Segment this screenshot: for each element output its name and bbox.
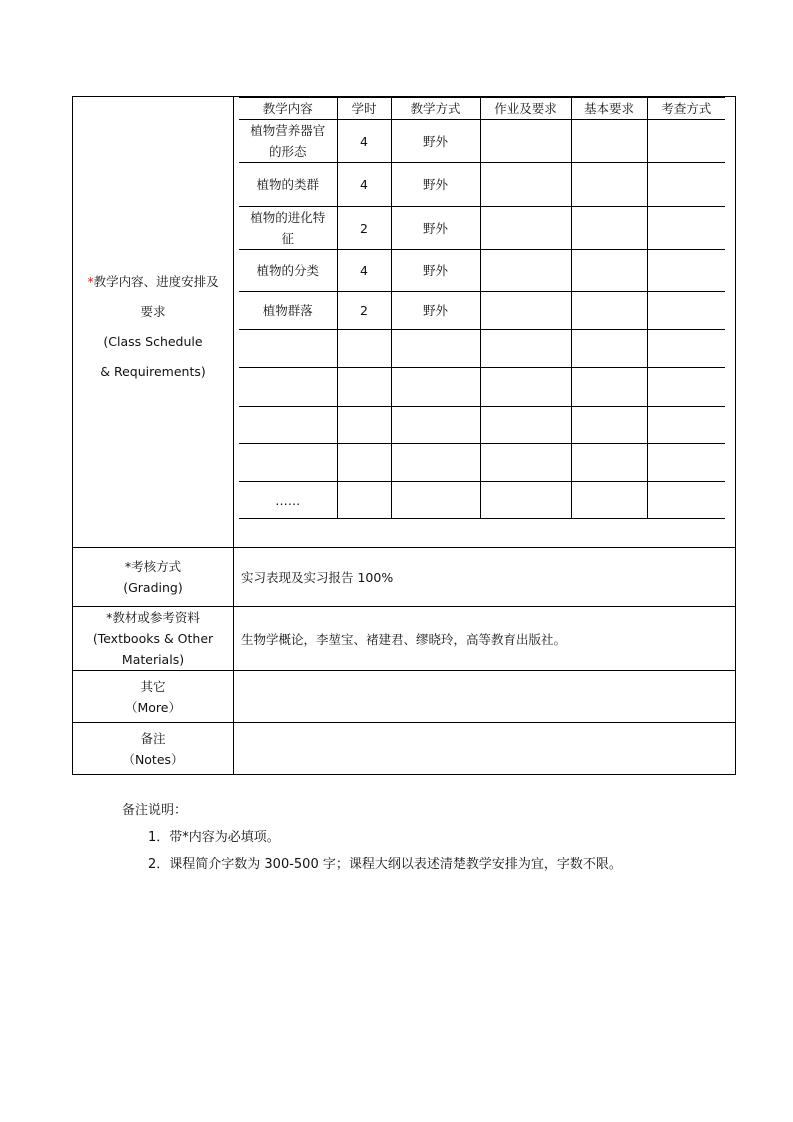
more-label bbox=[73, 671, 234, 723]
textbooks-value: 生物学概论，李堃宝、褚建君、缪晓玲，高等教育出版社。 bbox=[234, 607, 736, 671]
schedule-cell-content: …… bbox=[239, 482, 337, 519]
schedule-cell-hours: 4 bbox=[337, 250, 391, 292]
syllabus-table bbox=[72, 96, 736, 775]
schedule-cell-method bbox=[391, 330, 480, 368]
schedule-cell-method bbox=[391, 368, 480, 407]
more-label-line2: （More） bbox=[125, 699, 181, 715]
grading-label bbox=[73, 548, 234, 607]
schedule-label-line2: 要求 bbox=[140, 303, 166, 319]
schedule-cell-homework bbox=[480, 250, 571, 292]
notes-item-2: 2．课程简介字数为 300-500 字；课程大纲以表述清楚教学安排为宜，字数不限。 bbox=[148, 857, 622, 872]
schedule-row-item bbox=[239, 250, 725, 292]
schedule-cell-content: 植物的分类 bbox=[239, 250, 337, 292]
remarks-label-line2: （Notes） bbox=[122, 751, 184, 767]
schedule-cell-homework bbox=[480, 482, 571, 519]
notes-section bbox=[122, 797, 622, 878]
textbooks-label-line2: (Textbooks & Other bbox=[92, 631, 214, 646]
schedule-header-cell: 学时 bbox=[337, 98, 391, 120]
schedule-cell-assess bbox=[647, 330, 725, 368]
more-label-line1: 其它 bbox=[140, 678, 166, 694]
schedule-cell-homework bbox=[480, 407, 571, 444]
schedule-cell-homework bbox=[480, 292, 571, 330]
schedule-cell-hours bbox=[337, 482, 391, 519]
schedule-cell-basic bbox=[571, 407, 647, 444]
schedule-cell-assess bbox=[647, 444, 725, 482]
schedule-row-item bbox=[239, 292, 725, 330]
schedule-cell-content: 植物群落 bbox=[239, 292, 337, 330]
schedule-cell-content bbox=[239, 444, 337, 482]
schedule-row-item bbox=[239, 407, 725, 444]
schedule-cell-content: 植物营养器官的形态 bbox=[239, 120, 337, 163]
remarks-value bbox=[234, 723, 736, 775]
schedule-cell-basic bbox=[571, 207, 647, 250]
schedule-cell-homework bbox=[480, 207, 571, 250]
textbooks-row bbox=[73, 607, 736, 671]
schedule-cell-hours bbox=[337, 444, 391, 482]
schedule-row-item bbox=[239, 207, 725, 250]
schedule-cell-method bbox=[391, 444, 480, 482]
schedule-label bbox=[73, 97, 234, 548]
schedule-cell-hours: 4 bbox=[337, 120, 391, 163]
schedule-cell-content: 植物的类群 bbox=[239, 163, 337, 207]
schedule-label-line1: 教学内容、进度安排及 bbox=[93, 273, 219, 289]
schedule-cell-method: 野外 bbox=[391, 292, 480, 330]
remarks-row bbox=[73, 723, 736, 775]
schedule-label-line3: (Class Schedule bbox=[103, 333, 203, 349]
remarks-label bbox=[73, 723, 234, 775]
schedule-cell-method: 野外 bbox=[391, 250, 480, 292]
schedule-cell-basic bbox=[571, 482, 647, 519]
notes-title: 备注说明： bbox=[122, 803, 188, 818]
schedule-cell-basic bbox=[571, 330, 647, 368]
schedule-header-row bbox=[239, 98, 725, 120]
schedule-cell-hours: 2 bbox=[337, 292, 391, 330]
schedule-row-item bbox=[239, 482, 725, 519]
schedule-cell-homework bbox=[480, 368, 571, 407]
schedule-cell-assess bbox=[647, 292, 725, 330]
textbooks-label bbox=[73, 607, 234, 671]
schedule-header-cell: 考查方式 bbox=[647, 98, 725, 120]
schedule-header-cell: 基本要求 bbox=[571, 98, 647, 120]
schedule-cell-assess bbox=[647, 407, 725, 444]
schedule-cell-hours: 4 bbox=[337, 163, 391, 207]
schedule-cell-basic bbox=[571, 250, 647, 292]
schedule-cell-homework bbox=[480, 120, 571, 163]
remarks-label-line1: 备注 bbox=[140, 730, 166, 746]
textbooks-label-line3: Materials) bbox=[121, 652, 185, 667]
schedule-cell-basic bbox=[571, 163, 647, 207]
schedule-cell-content bbox=[239, 407, 337, 444]
schedule-cell-assess bbox=[647, 482, 725, 519]
schedule-cell-method bbox=[391, 407, 480, 444]
schedule-header-cell: 作业及要求 bbox=[480, 98, 571, 120]
schedule-cell-content bbox=[239, 368, 337, 407]
grading-row bbox=[73, 548, 736, 607]
schedule-cell-homework bbox=[480, 444, 571, 482]
schedule-cell-content bbox=[239, 330, 337, 368]
schedule-cell-method: 野外 bbox=[391, 120, 480, 163]
schedule-header-cell: 教学内容 bbox=[239, 98, 337, 120]
grading-label-line1: *考核方式 bbox=[124, 559, 182, 574]
schedule-cell-assess bbox=[647, 163, 725, 207]
more-value bbox=[234, 671, 736, 723]
schedule-row-item bbox=[239, 163, 725, 207]
schedule-label-line4: & Requirements) bbox=[100, 363, 206, 379]
schedule-cell-hours bbox=[337, 330, 391, 368]
schedule-cell-assess bbox=[647, 207, 725, 250]
schedule-cell-basic bbox=[571, 444, 647, 482]
schedule-cell-method: 野外 bbox=[391, 207, 480, 250]
schedule-cell-method bbox=[391, 482, 480, 519]
schedule-cell-basic bbox=[571, 368, 647, 407]
schedule-cell-assess bbox=[647, 120, 725, 163]
schedule-cell-hours bbox=[337, 368, 391, 407]
schedule-cell-assess bbox=[647, 250, 725, 292]
schedule-row-item bbox=[239, 444, 725, 482]
grading-label-line2: (Grading) bbox=[123, 580, 183, 595]
schedule-row bbox=[73, 97, 736, 548]
schedule-cell-content: 植物的进化特征 bbox=[239, 207, 337, 250]
schedule-header-cell: 教学方式 bbox=[391, 98, 480, 120]
textbooks-label-line1: *教材或参考资料 bbox=[106, 610, 200, 625]
schedule-cell-hours: 2 bbox=[337, 207, 391, 250]
grading-value: 实习表现及实习报告 100% bbox=[234, 548, 736, 607]
schedule-cell-assess bbox=[647, 368, 725, 407]
schedule-cell-basic bbox=[571, 120, 647, 163]
schedule-cell-basic bbox=[571, 292, 647, 330]
schedule-row-item bbox=[239, 330, 725, 368]
notes-item-1: 1．带*内容为必填项。 bbox=[148, 830, 280, 845]
schedule-cell-hours bbox=[337, 407, 391, 444]
required-mark: * bbox=[87, 273, 94, 289]
schedule-row-item bbox=[239, 368, 725, 407]
more-row bbox=[73, 671, 736, 723]
schedule-cell-homework bbox=[480, 163, 571, 207]
schedule-cell-homework bbox=[480, 330, 571, 368]
schedule-table bbox=[239, 97, 725, 519]
schedule-cell bbox=[234, 97, 736, 548]
schedule-cell-method: 野外 bbox=[391, 163, 480, 207]
schedule-row-item bbox=[239, 120, 725, 163]
